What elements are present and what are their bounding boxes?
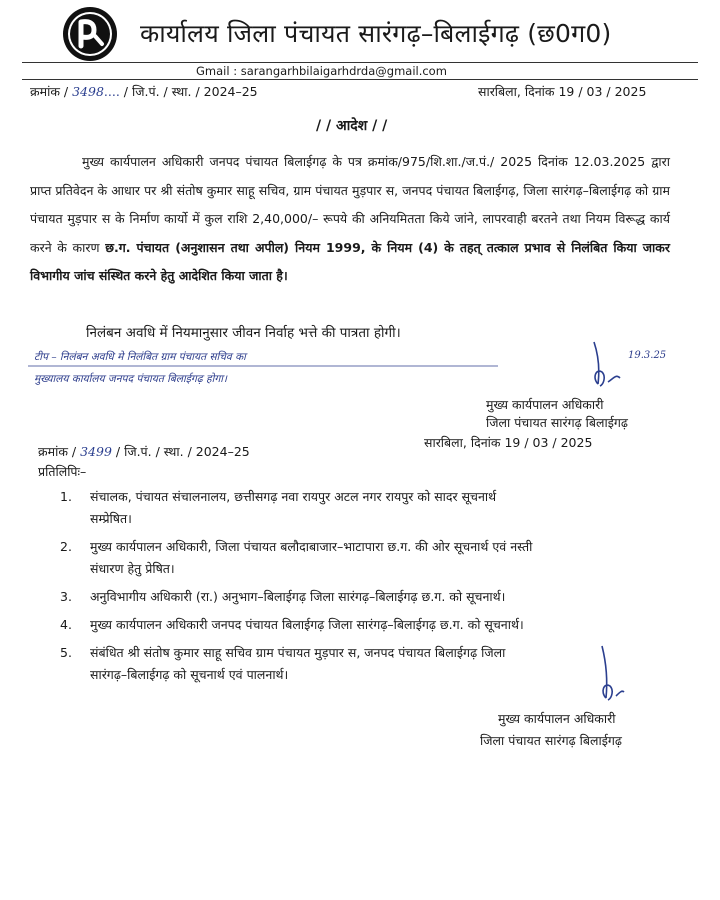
- signature-icon: [586, 338, 656, 394]
- email-address: Gmail : sarangarhbilaigarhdrda@gmail.com: [196, 64, 447, 78]
- order-paragraph-text: मुख्य कार्यपालन अधिकारी जनपद पंचायत बिलाईगढ़ के पत्र क्रमांक/975/शि.शा./ज.पं./ 2025 दिनांक 12.03.2025 द्वारा प्राप्त प्रतिवेदन के आधार पर श्री संतोष कुमार साहू सचिव, ग्राम पंचायत मुड़पार स, जनपद पंचायत बिलाईगढ़, जिला सारंगढ़–बिलाईगढ़ को ग्राम पंचायत मुड़पार स के निर्माण कार्यो में कुल राशि 2,40,000/– रूपये की अनियमितता किये जांने, लापरवाही बरतने तथा नियम विरूद्ध कार्य करने के कारण: [30, 154, 670, 255]
- order-place-date: सारबिला, दिनांक 19 / 03 / 2025: [478, 84, 647, 99]
- order-paragraph-bold: छ.ग. पंचायत (अनुशासन तथा अपील) नियम 1999, के नियम (4) के तहत् तत्काल प्रभाव से निलंबित किया जाकर विभागीय जांच संस्थित करने हेतु आदेशित किया जाता है।: [30, 239, 670, 283]
- header-rule-top: [22, 62, 698, 63]
- signatory-1-title: मुख्य कार्यपालन अधिकारी: [486, 397, 604, 412]
- order-number: 3498: [72, 84, 104, 99]
- copy-ref: [38, 443, 250, 460]
- list-item: 5. संबंधित श्री संतोष कुमार साहू सचिव ग्राम पंचायत मुड़पार स, जनपद पंचायत बिलाईगढ़ जिला सारंगढ़–बिलाईगढ़ को सूचनार्थ एवं पालनार्थ।: [60, 645, 506, 682]
- strike-line-icon: [28, 364, 498, 368]
- order-paragraph: [30, 148, 670, 291]
- copy-ref-suffix: / जि.पं. / स्था. / 2024–25: [115, 444, 250, 459]
- order-ref: क्रमांक / 3498.... / जि.पं. / स्था. / 2024–25: [30, 84, 258, 99]
- signatory-1-office: जिला पंचायत सारंगढ़ बिलाईगढ़: [486, 415, 628, 430]
- signatory-2-office: जिला पंचायत सारंगढ़ बिलाईगढ़: [480, 733, 622, 748]
- order-heading: / / आदेश / /: [316, 118, 388, 134]
- handwritten-note-line-2: मुख्यालय कार्यालय जनपद पंचायत बिलाईगढ़ होगा।: [34, 373, 227, 385]
- subsistence-note: निलंबन अवधि में नियमानुसार जीवन निर्वाह भत्ते की पात्रता होगी।: [86, 325, 401, 341]
- office-title: कार्यालय जिला पंचायत सारंगढ़–बिलाईगढ़ (छ0ग0): [140, 19, 612, 48]
- list-item: 1. संचालक, पंचायत संचालनालय, छत्तीसगढ़ नवा रायपुर अटल नगर रायपुर को सादर सूचनार्थ सम्प्रेषित।: [60, 489, 497, 526]
- list-item: 4. मुख्य कार्यपालन अधिकारी जनपद पंचायत बिलाईगढ़ जिला सारंगढ़–बिलाईगढ़ छ.ग. को सूचनार्थ।: [60, 617, 524, 632]
- copy-number: 3499: [80, 444, 112, 459]
- kramank-label: क्रमांक /: [30, 84, 69, 99]
- signature-icon: [594, 644, 634, 706]
- signature-date: 19.3.25: [628, 350, 667, 361]
- list-item: 2. मुख्य कार्यपालन अधिकारी, जिला पंचायत बलौदाबाजार–भाटापारा छ.ग. की ओर सूचनार्थ एवं नस्ती संधारण हेतु प्रेषित।: [60, 539, 533, 576]
- panchayat-emblem-icon: [62, 6, 118, 62]
- pratilipi-label: प्रतिलिपिः–: [38, 464, 87, 479]
- copy-place-date: सारबिला, दिनांक 19 / 03 / 2025: [424, 435, 593, 450]
- header-rule-bottom: [22, 79, 698, 80]
- order-ref-suffix: / जि.पं. / स्था. / 2024–25: [123, 84, 258, 99]
- list-item: 3. अनुविभागीय अधिकारी (रा.) अनुभाग–बिलाईगढ़ जिला सारंगढ़–बिलाईगढ़ छ.ग. को सूचनार्थ।: [60, 589, 506, 604]
- signatory-2-title: मुख्य कार्यपालन अधिकारी: [498, 711, 616, 726]
- handwritten-note-line-1: टीप – निलंबन अवधि मे निलंबित ग्राम पंचायत सचिव का: [34, 351, 246, 363]
- copy-kramank-label: क्रमांक /: [38, 444, 77, 459]
